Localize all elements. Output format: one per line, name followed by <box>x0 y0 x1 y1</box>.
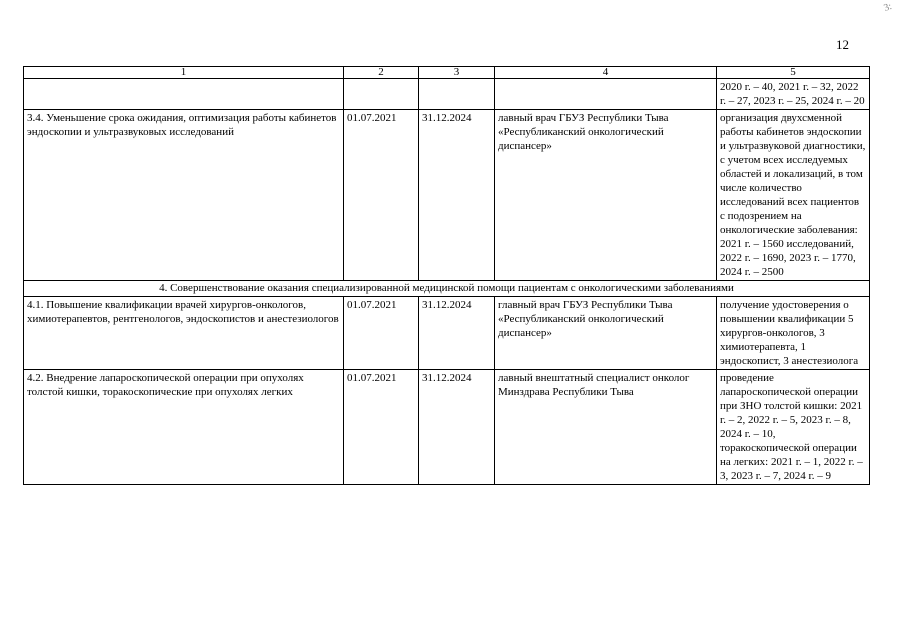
column-header-end-date: 3 <box>419 67 495 79</box>
cell-result: получение удостоверения о повышении квалификации 5 хирургов-онкологов, 3 химиотерапевта, 1 эндоскопист, 3 анестезиолога <box>717 297 870 370</box>
cell-responsible <box>495 79 717 110</box>
section-heading-row <box>24 281 870 297</box>
cell-responsible: главный врач ГБУЗ Республики Тыва «Республиканский онкологический диспансер» <box>495 297 717 370</box>
cell-responsible: лавный внештатный специалист онколог Минздрава Республики Тыва <box>495 370 717 485</box>
cell-activity: 4.2. Внедрение лапароскопической операции при опухолях толстой кишки, торакоскопические при опухолях легких <box>24 370 344 485</box>
cell-result: проведение лапароскопической операции при ЗНО толстой кишки: 2021 г. – 2, 2022 г. – 5, 2023 г. – 8, 2024 г. – 10, торакоскопической операции на легких: 2021 г. – 1, 2022 г. – 3, 2023 г. – 7, 2024 г. – 9 <box>717 370 870 485</box>
column-header-activity: 1 <box>24 67 344 79</box>
table-row <box>24 370 870 485</box>
column-header-start-date: 2 <box>344 67 419 79</box>
table-row-continuation <box>24 79 870 110</box>
cell-result: 2020 г. – 40, 2021 г. – 32, 2022 г. – 27, 2023 г. – 25, 2024 г. – 20 <box>717 79 870 110</box>
cell-end-date: 31.12.2024 <box>419 370 495 485</box>
cell-start-date <box>344 79 419 110</box>
cell-activity: 3.4. Уменьшение срока ожидания, оптимизация работы кабинетов эндоскопии и ультразвуковых исследований <box>24 110 344 281</box>
header-row <box>24 67 870 79</box>
cell-start-date: 01.07.2021 <box>344 110 419 281</box>
page-number: 12 <box>836 37 849 52</box>
cell-end-date: 31.12.2024 <box>419 297 495 370</box>
cell-end-date: 31.12.2024 <box>419 110 495 281</box>
activity-plan-table <box>23 66 870 485</box>
column-header-responsible: 4 <box>495 67 717 79</box>
cell-start-date: 01.07.2021 <box>344 297 419 370</box>
cell-end-date <box>419 79 495 110</box>
cell-activity: 4.1. Повышение квалификации врачей хирургов-онкологов, химиотерапевтов, рентгенологов, эндоскопистов и анестезиологов <box>24 297 344 370</box>
cell-start-date: 01.07.2021 <box>344 370 419 485</box>
section-heading: 4. Совершенствование оказания специализированной медицинской помощи пациентам с онкологическими заболеваниями <box>24 281 870 297</box>
cell-result: организация двухсменной работы кабинетов эндоскопии и ультразвуковой диагностики, с учетом всех исследуемых областей и локализаций, в том числе количество исследований всех пациентов с подозрением на онкологические заболевания: 2021 г. – 1560 исследований, 2022 г. – 1690, 2023 г. – 1770, 2024 г. – 2500 <box>717 110 870 281</box>
cell-activity <box>24 79 344 110</box>
table-row <box>24 110 870 281</box>
column-header-result: 5 <box>717 67 870 79</box>
table-row <box>24 297 870 370</box>
cell-responsible: лавный врач ГБУЗ Республики Тыва «Республиканский онкологический диспансер» <box>495 110 717 281</box>
corner-mark: 3: <box>882 1 894 14</box>
